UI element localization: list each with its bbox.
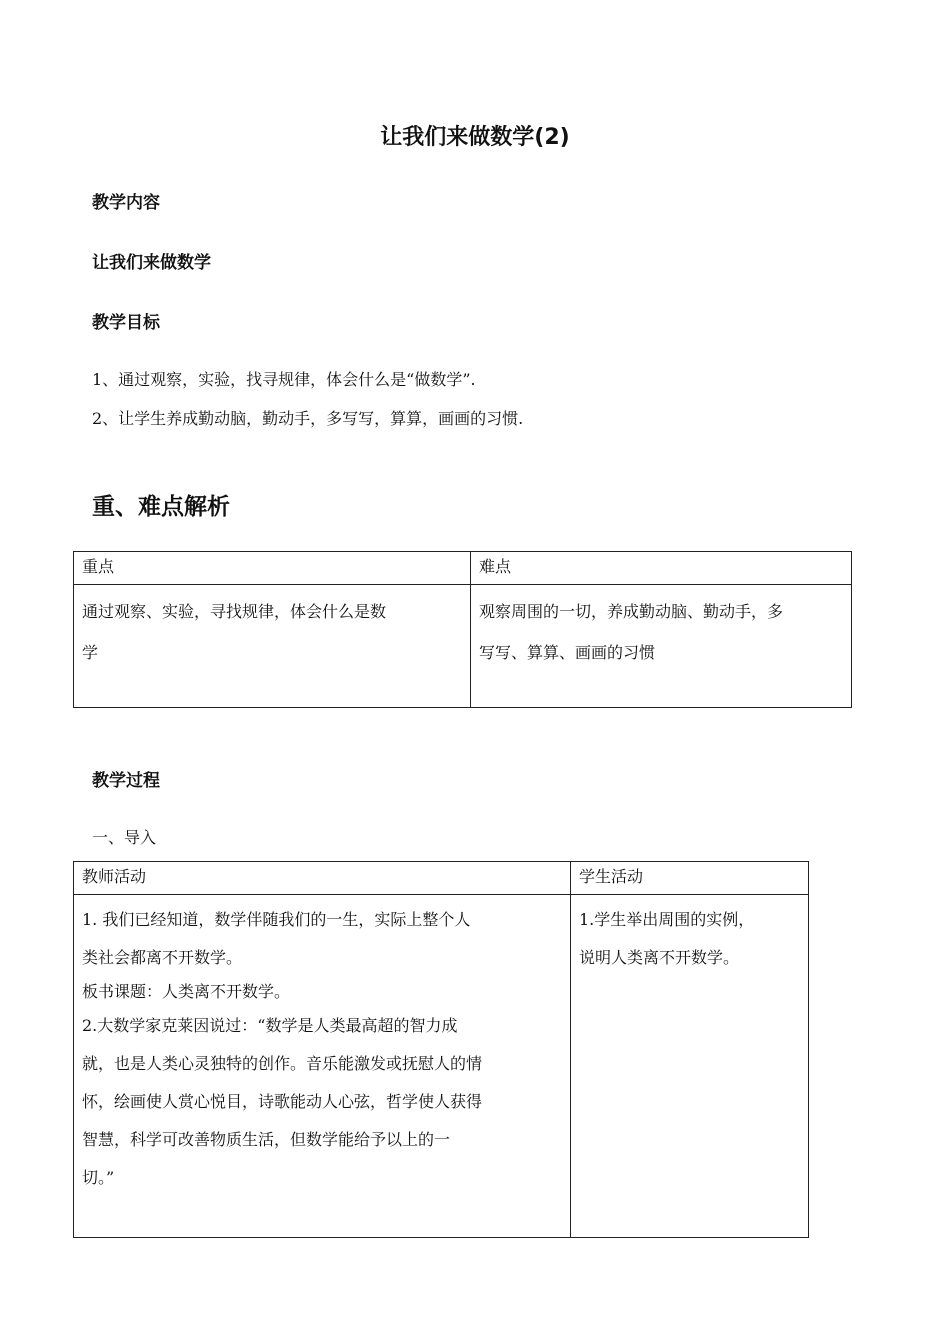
teaching-content-heading: 教学内容: [92, 193, 160, 213]
key-point-cell: [74, 585, 471, 708]
table-row: [74, 895, 809, 1238]
table-row: [74, 585, 852, 708]
intro-heading: 一、导入: [92, 828, 157, 847]
difficult-point-cell: [471, 585, 852, 708]
student-activity-header: 学生活动: [571, 862, 809, 895]
goal-item-1: 1、通过观察，实验，找寻规律，体会什么是“做数学”.: [92, 370, 476, 389]
key-point-header: 重点: [74, 552, 471, 585]
difficult-point-line: 观察周围的一切，养成勤动脑、勤动手，多: [479, 602, 784, 621]
teaching-content-text: 让我们来做数学: [92, 253, 211, 273]
teacher-line: 1. 我们已经知道，数学伴随我们的一生，实际上整个人: [82, 910, 471, 929]
teacher-activity-header: 教师活动: [74, 862, 571, 895]
key-point-line: 学: [82, 643, 99, 662]
teaching-process-table: [73, 861, 809, 1238]
teacher-line: 怀，绘画使人赏心悦目，诗歌能动人心弦，哲学使人获得: [82, 1092, 483, 1111]
teacher-line: 智慧，科学可改善物质生活，但数学能给予以上的一: [82, 1130, 451, 1149]
student-line: 1.学生举出周围的实例，: [579, 910, 755, 929]
teacher-activity-cell: [74, 895, 571, 1238]
difficult-point-header: 难点: [471, 552, 852, 585]
teacher-line: 就，也是人类心灵独特的创作。音乐能激发或抚慰人的情: [82, 1054, 483, 1073]
teaching-process-heading: 教学过程: [92, 771, 160, 791]
student-line: 说明人类离不开数学。: [579, 948, 740, 967]
page-title: 让我们来做数学(2): [380, 125, 570, 150]
teacher-line: 切。”: [82, 1168, 115, 1187]
difficult-point-line: 写写、算算、画画的习惯: [479, 643, 656, 662]
goal-item-2: 2、让学生养成勤动脑，勤动手，多写写，算算，画画的习惯.: [92, 409, 524, 428]
teacher-line: 2.大数学家克莱因说过：“数学是人类最高超的智力成: [82, 1016, 458, 1035]
table-header-row: [74, 862, 809, 895]
key-difficult-table: [73, 551, 852, 708]
teaching-goals-heading: 教学目标: [92, 313, 160, 333]
board-title-line: 板书课题：人类离不开数学。: [82, 982, 291, 1001]
student-activity-cell: [571, 895, 809, 1238]
key-point-line: 通过观察、实验，寻找规律，体会什么是数: [82, 602, 387, 621]
analysis-heading: 重、难点解析: [92, 494, 230, 520]
table-header-row: [74, 552, 852, 585]
teacher-line: 类社会都离不开数学。: [82, 948, 243, 967]
